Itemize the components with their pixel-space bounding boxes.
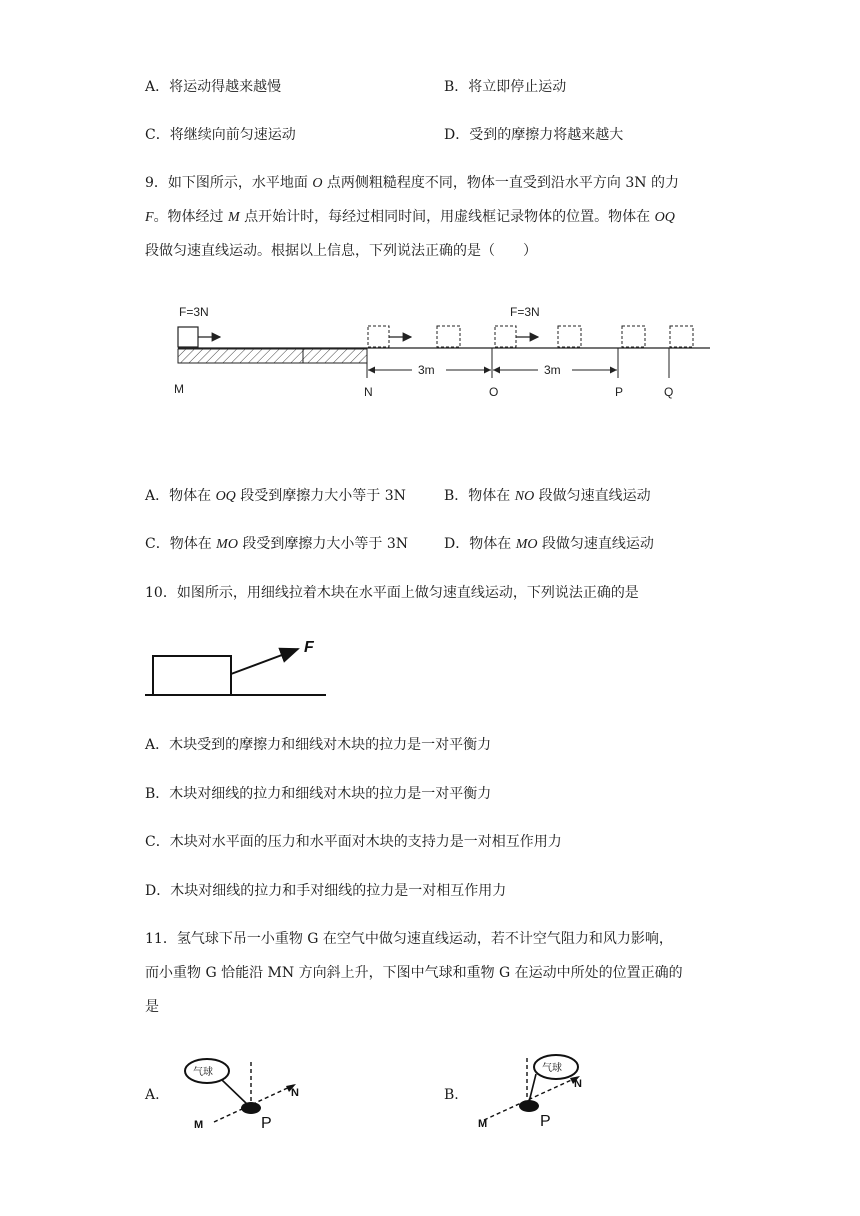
dist-label-op: 3m [544, 363, 561, 377]
q10-option-b: B．木块对细线的拉力和细线对木块的拉力是一对平衡力 [145, 786, 492, 802]
q9-option-a: A．物体在 OQ 段受到摩擦力大小等于 3N [145, 488, 406, 504]
label-p-a: P [261, 1115, 272, 1132]
point-label-p: P [615, 385, 624, 399]
q9-stem-line1: 9．如下图所示，水平地面 O 点两侧粗糙程度不同，物体一直受到沿水平方向 3N 的力 [145, 175, 679, 191]
balloon-a-label: 气球 [193, 1067, 213, 1078]
label-m-a: M [194, 1119, 204, 1131]
q9-stem-line2: F。物体经过 M 点开始计时，每经过相同时间，用虚线框记录物体的位置。物体在 OQ [145, 209, 675, 225]
q10-option-d: D．木块对细线的拉力和手对细线的拉力是一对相互作用力 [145, 883, 507, 899]
string-a [222, 1080, 248, 1105]
label-n-a: N [291, 1087, 299, 1099]
mn-line-b [484, 1077, 578, 1120]
string-b [529, 1074, 536, 1102]
q11-stem-line1: 11．氢气球下吊一小重物 G 在空气中做匀速直线运动，若不计空气阻力和风力影响， [145, 931, 673, 947]
q8-option-d: D．受到的摩擦力将越来越大 [444, 127, 624, 143]
q10-stem: 10．如图所示，用细线拉着木块在水平面上做匀速直线运动，下列说法正确的是 [145, 585, 639, 601]
q9-stem-line3: 段做匀速直线运动。根据以上信息，下列说法正确的是（ ） [145, 243, 537, 259]
label-n-b: N [574, 1078, 582, 1090]
dist-label-no: 3m [418, 363, 435, 377]
q11-figure-a [185, 1059, 299, 1132]
q9-option-b: B．物体在 NO 段做匀速直线运动 [444, 488, 651, 504]
point-label-o: O [489, 385, 499, 399]
q11-figure-b [478, 1055, 582, 1130]
label-p-b: P [540, 1113, 551, 1130]
balloon-b-label: 气球 [542, 1063, 562, 1074]
q8-option-b: B．将立即停止运动 [444, 79, 567, 95]
point-label-n: N [364, 385, 373, 399]
weight-a [241, 1102, 261, 1114]
q8-option-c: C．将继续向前匀速运动 [145, 127, 296, 143]
q10-option-a: A．木块受到的摩擦力和细线对木块的拉力是一对平衡力 [145, 737, 492, 753]
q11-stem-line2: 而小重物 G 恰能沿 MN 方向斜上升，下图中气球和重物 G 在运动中所处的位置正确的 [145, 965, 683, 981]
force-label-f: F [304, 639, 314, 656]
force-label-left: F=3N [179, 305, 209, 319]
force-label-mid: F=3N [510, 305, 540, 319]
q11-option-b-label: B. [444, 1087, 459, 1103]
q11-option-a-label: A. [145, 1087, 160, 1103]
weight-b [519, 1100, 539, 1112]
label-m-b: M [478, 1118, 488, 1130]
q9-option-d: D．物体在 MO 段做匀速直线运动 [444, 536, 654, 552]
point-label-m: M [174, 382, 184, 396]
q9-option-c: C．物体在 MO 段受到摩擦力大小等于 3N [145, 536, 409, 552]
q10-option-c: C．木块对水平面的压力和水平面对木块的支持力是一对相互作用力 [145, 834, 562, 850]
q11-stem-line3: 是 [145, 999, 159, 1015]
point-label-q: Q [664, 385, 674, 399]
q8-option-a: A．将运动得越来越慢 [145, 79, 282, 95]
